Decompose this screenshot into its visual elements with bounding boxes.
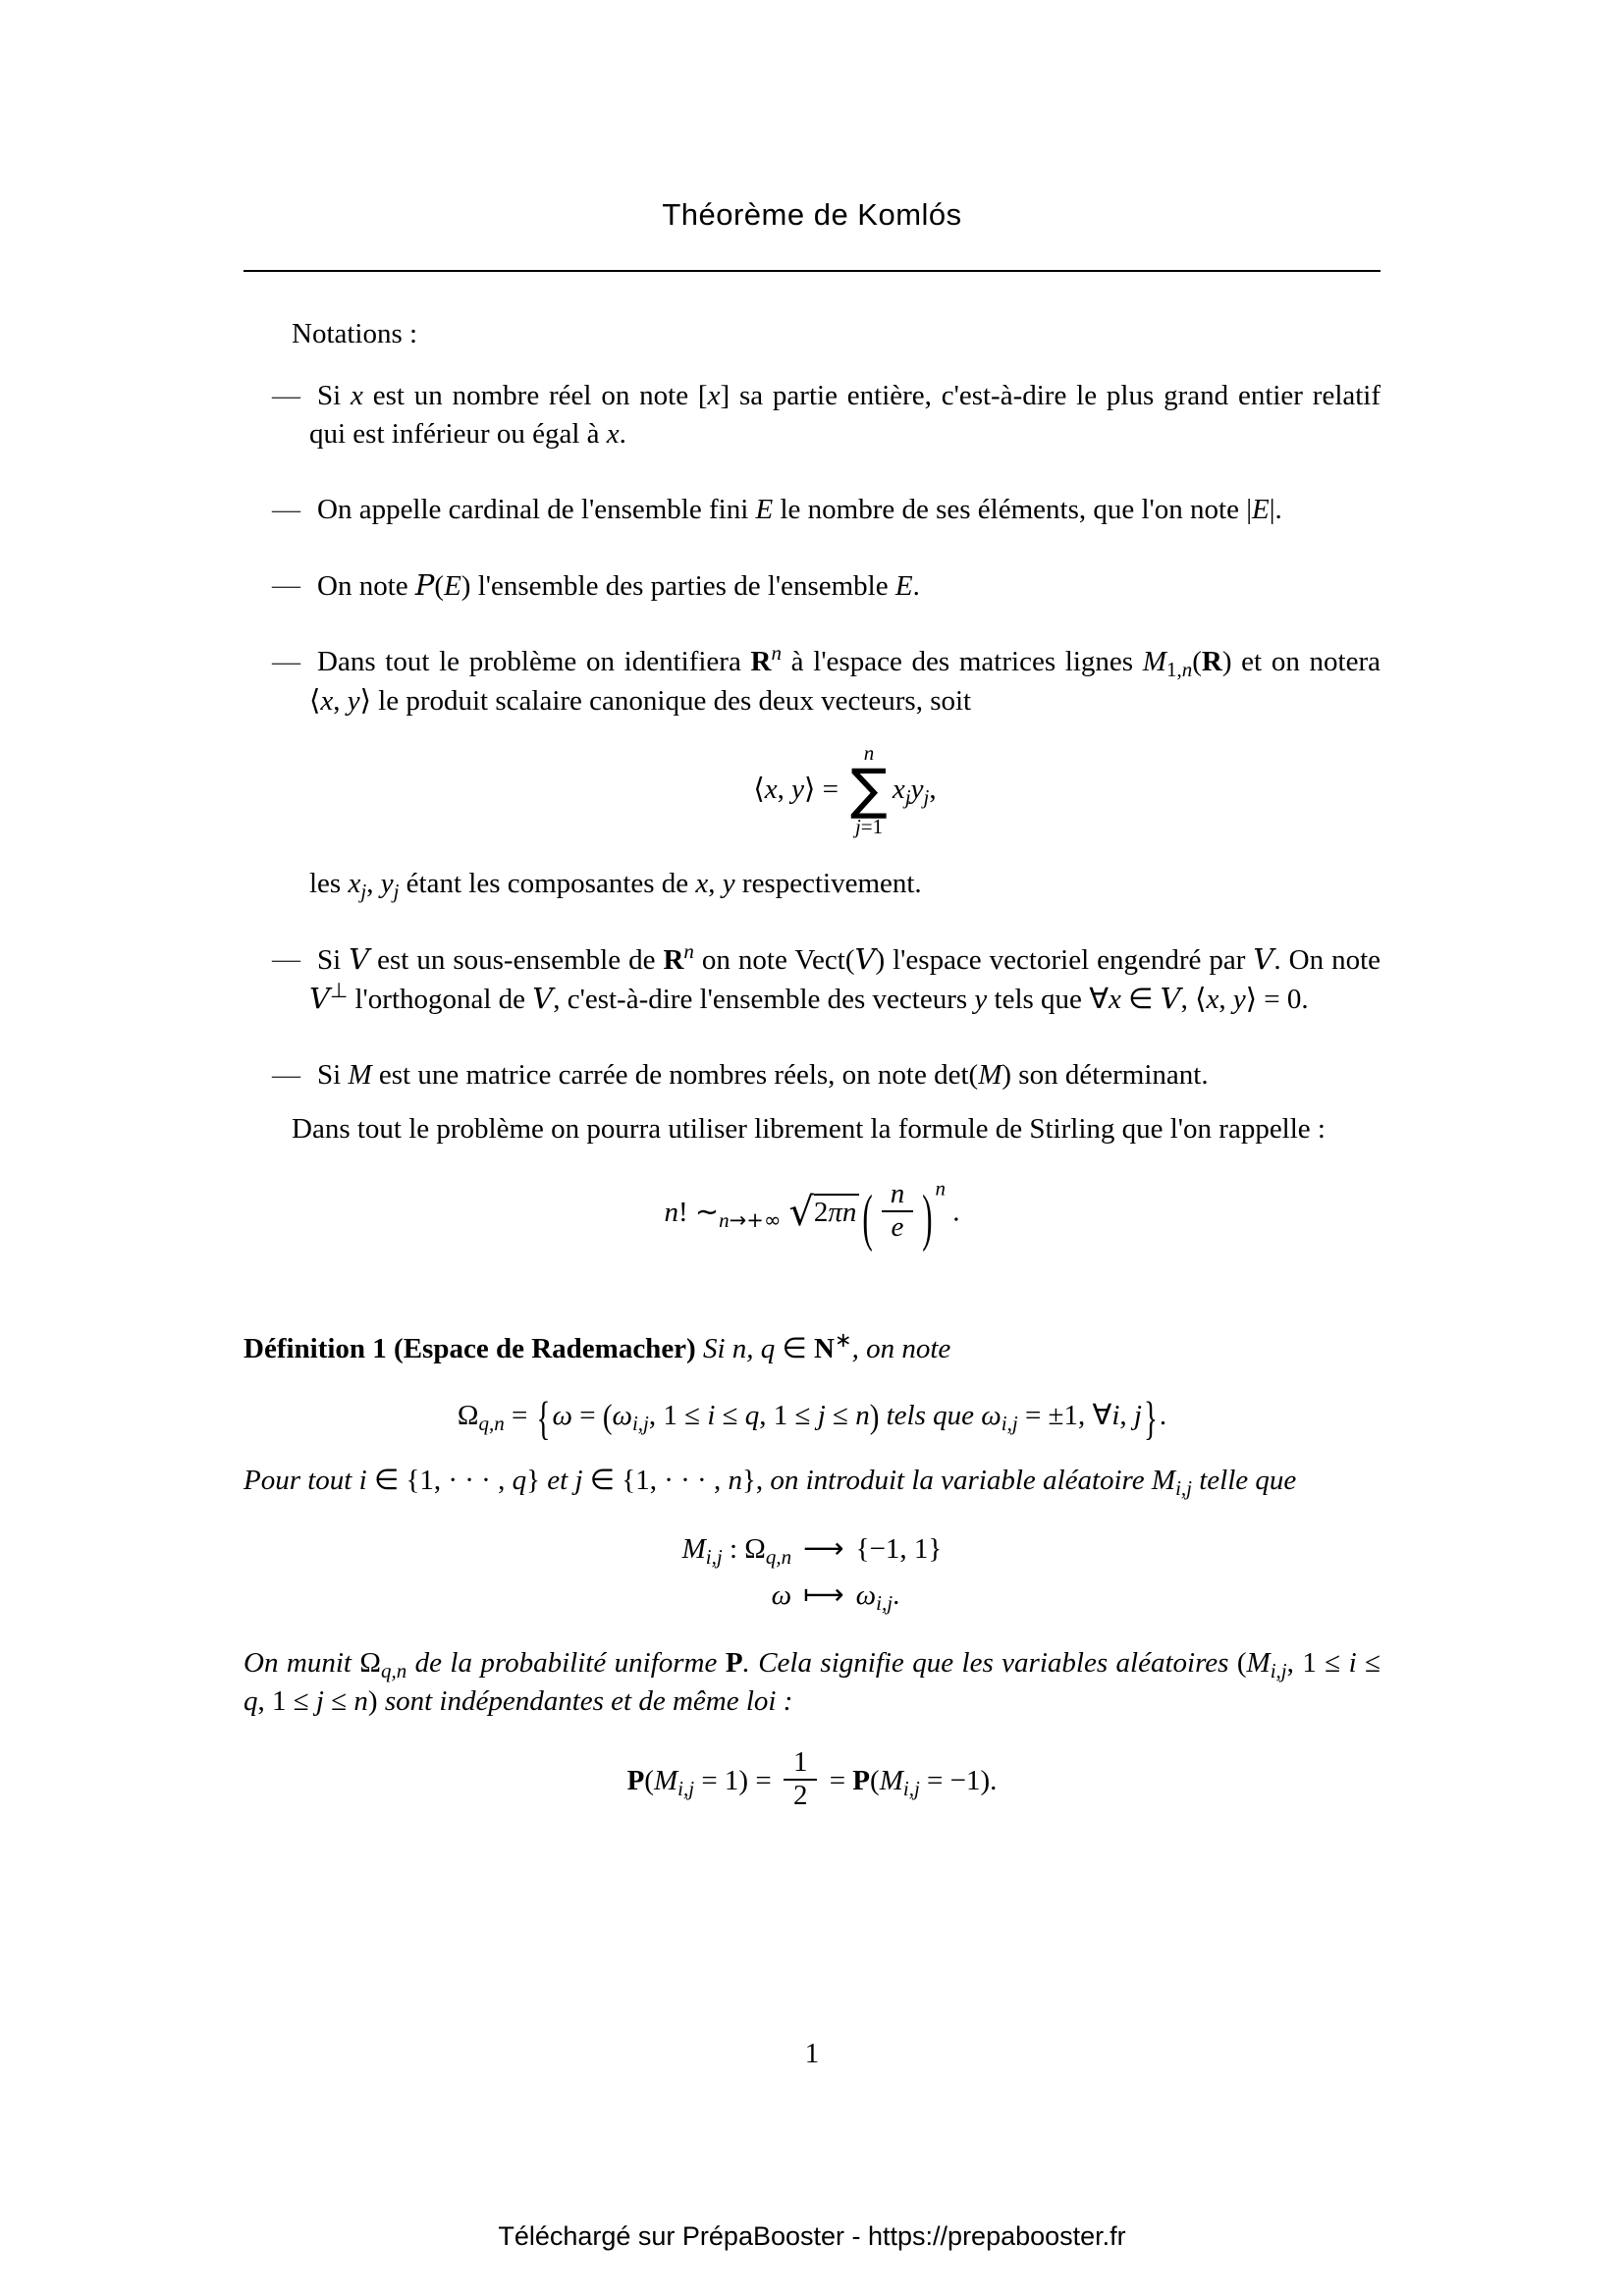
notation-item-powerset [244, 566, 1380, 606]
radical-icon: √ [788, 1189, 814, 1235]
numerator: 1 [792, 1746, 808, 1779]
item-dash-marker: — [272, 943, 300, 976]
numerator: n [890, 1178, 905, 1210]
long-arrow-icon: ⟶ [803, 1531, 844, 1566]
item-dash-marker: — [272, 494, 300, 525]
fraction-one-half [784, 1747, 818, 1812]
probability-formula [244, 1746, 1380, 1815]
notation-item-cardinal [244, 491, 1380, 529]
page-number: 1 [804, 2038, 820, 2069]
notation-item-vect-orthogonal [244, 940, 1380, 1019]
notation-item-determinant [244, 1056, 1380, 1095]
item-dash-marker: — [272, 1059, 300, 1092]
item-text: Si V est un sous-ensemble de $R^n$ on note Vect(V) l'espace vectoriel engendré par V. On note V⊥ l'orthogonal de V, c'est-à-dire l'ensemble des vecteurs y tels que ∀x ∈ V, ⟨x, y⟩ = 0. [309, 939, 1380, 1016]
pour-tout-paragraph: Pour tout i ∈ {1, · · · , q} et j ∈ {1, · · · , n}, on introduit la variable aléatoire $M_{i,j}$ telle que [244, 1463, 1297, 1501]
notation-item-inner-product [244, 643, 1380, 903]
item-dash-marker: — [272, 569, 300, 601]
map-element: ω [771, 1579, 792, 1612]
denominator: e [882, 1210, 914, 1244]
item-text-continued: les $x_j$, $y_j$ étant les composantes de x, y respectivement. [309, 868, 922, 904]
item-dash-marker: — [272, 380, 300, 411]
sum-lower-limit: j=1 [854, 815, 884, 839]
map-codomain: {−1, 1} [855, 1533, 943, 1566]
formula-lhs: ⟨x, y⟩ = [753, 772, 846, 806]
right-paren: ) [922, 1180, 933, 1254]
item-text: Si M est une matrice carrée de nombres réels, on note det(M) son déterminant. [317, 1059, 1209, 1092]
sum-operator [850, 742, 888, 837]
maps-to-arrow-icon: ⟼ [803, 1577, 844, 1612]
definition-heading: Définition 1 (Espace de Rademacher) Si n, q ∈ N∗, on note [244, 1328, 951, 1365]
inner-product-formula [309, 741, 1380, 839]
page-content [244, 0, 1380, 1815]
title-rule [244, 270, 1380, 272]
exponent: n [935, 1176, 947, 1201]
sum-upper-limit: n [863, 741, 875, 765]
item-dash-marker: — [272, 646, 300, 677]
formula-rhs: $x_jy_j$, [892, 774, 937, 810]
formula-lhs: n! $\sim_{n\to+\infty}$ [664, 1194, 782, 1232]
item-text: Dans tout le problème on identifiera $R^n$ à l'espace des matrices lignes $M_{1,n}(R)$ et on notera ⟨x, y⟩ le produit scalaire canonique des deux vecteurs, soit [309, 641, 1380, 717]
download-footer-link[interactable]: Téléchargé sur PrépaBooster - https://prepabooster.fr [498, 2221, 1126, 2251]
denominator: 2 [784, 1779, 818, 1812]
stirling-formula [244, 1176, 1380, 1254]
left-paren: ( [862, 1180, 873, 1254]
on-munit-paragraph: On munit $\Omega_{q,n}$ de la probabilité uniforme P. Cela signifie que les variables aléatoires ($M_{i,j}$, 1 ≤ i ≤ q, 1 ≤ j ≤ n) sont indépendantes et de même loi : [244, 1647, 1381, 1718]
sigma-icon: ∑ [850, 758, 888, 823]
mapping-grid [682, 1529, 943, 1615]
map-domain: $M_{i,j}$ : $\Omega_{q,n}$ [681, 1533, 792, 1570]
notations-label: Notations : [292, 318, 418, 349]
formula-rhs: = $P(M_{i,j} = -1)$. [822, 1764, 998, 1800]
omega-formula: $\Omega_{q,n} = \{\omega = (\omega_{i,j}$, 1 ≤ i ≤ q, 1 ≤ j ≤ n) tels que $\omega_{i,j} = \pm 1$, ∀i, j}. [457, 1393, 1167, 1446]
notations-list [244, 377, 1380, 1095]
item-text: On appelle cardinal de l'ensemble fini E le nombre de ses éléments, que l'on note |E|. [317, 494, 1282, 525]
item-text: Si x est un nombre réel on note [x] sa partie entière, c'est-à-dire le plus grand entier relatif qui est inférieur ou égal à x. [309, 380, 1381, 450]
formula-end: . [946, 1196, 960, 1228]
map-image: $\omega_{i,j}$. [855, 1579, 900, 1616]
stirling-intro: Dans tout le problème on pourra utiliser librement la formule de Stirling que l'on rappelle : [292, 1113, 1326, 1146]
fraction-n-over-e [881, 1179, 915, 1244]
formula-lhs: $P(M_{i,j} = 1)$ = [626, 1764, 779, 1800]
notation-item-integer-part [244, 377, 1380, 454]
page-title: Théorème de Komlós [662, 197, 962, 232]
item-text: On note P(E) l'ensemble des parties de l'ensemble E. [317, 568, 920, 602]
mapping-formula [244, 1529, 1380, 1615]
radicand: 2πn [814, 1194, 860, 1228]
